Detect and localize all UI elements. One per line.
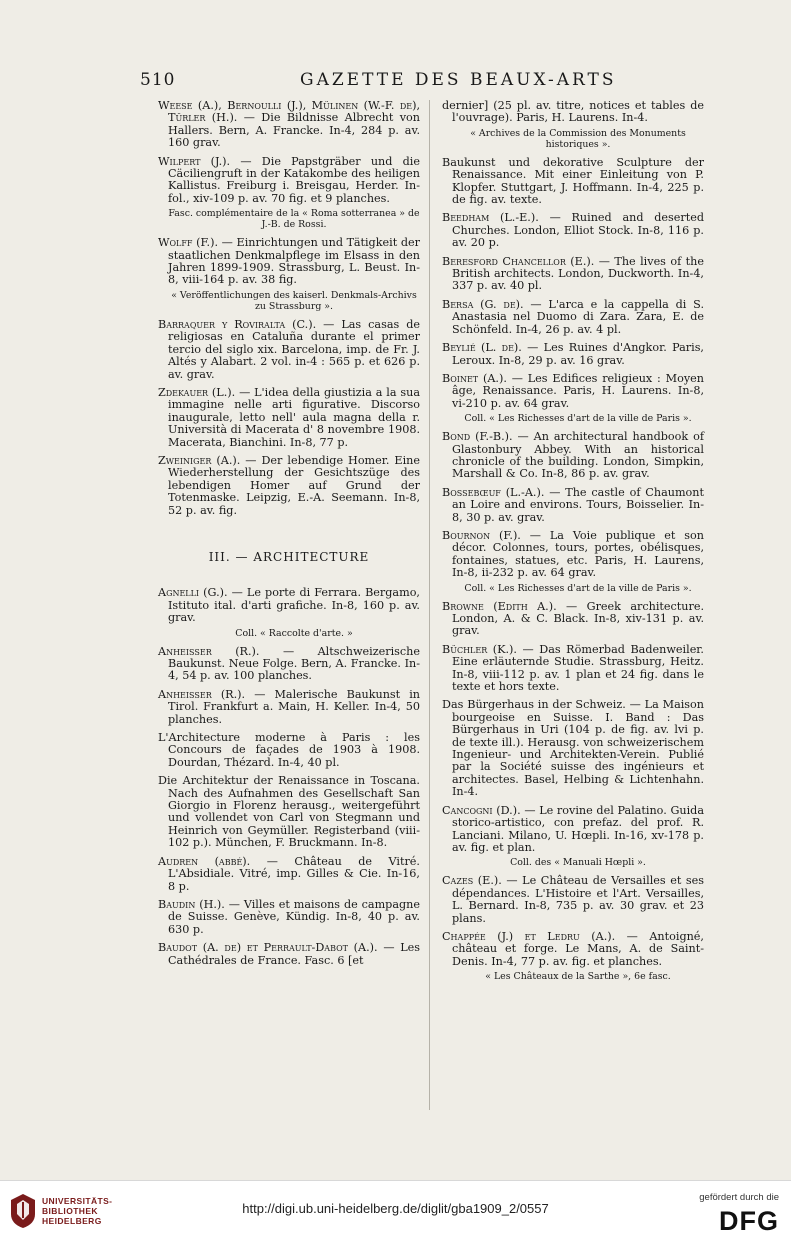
source-url-link[interactable]: http://digi.ub.uni-heidelberg.de/diglit/gba1909_2/0557 bbox=[242, 1201, 549, 1216]
university-name-line: BIBLIOTHEK bbox=[42, 1206, 98, 1216]
bibliography-entry bbox=[442, 805, 704, 855]
entry-author: Beedham (L.-E.). bbox=[442, 211, 539, 225]
section-heading: III. — ARCHITECTURE bbox=[208, 549, 370, 564]
bibliography-entry bbox=[442, 699, 704, 798]
entry-author: Chappée (J.) et Ledru (A.). bbox=[442, 929, 616, 943]
bibliography-entry bbox=[158, 319, 420, 381]
entry-text: L'Architecture moderne à Paris : les Concours de façades de 1903 à 1908. Dourdan, Thézard. In-4, 40 pl. bbox=[158, 731, 420, 769]
entry-author: Bournon (F.). bbox=[442, 528, 521, 542]
bibliography-entry bbox=[442, 373, 704, 410]
entry-author: Bond (F.-B.). bbox=[442, 430, 513, 444]
bibliography-entry bbox=[442, 100, 704, 125]
entry-text: — Le porte di Ferrara. Bergamo, Istituto ital. d'arti grafiche. In-8, 160 p. av. grav. bbox=[168, 586, 420, 625]
bibliography-entry bbox=[158, 646, 420, 683]
entry-text: — Altschweizerische Baukunst. Neue Folge. Bern, A. Francke. In-4, 54 p. av. 100 planches. bbox=[168, 644, 420, 683]
bibliography-entry bbox=[442, 530, 704, 580]
entry-note: Coll. « Les Richesses d'art de la ville de Paris ». bbox=[464, 413, 692, 425]
bibliography-entry bbox=[442, 931, 704, 968]
bibliography-entry bbox=[158, 899, 420, 936]
entry-author: Audren (abbé). bbox=[158, 854, 251, 868]
bibliography-entry bbox=[442, 256, 704, 293]
page-number: 510 bbox=[140, 70, 176, 90]
bibliography-entry bbox=[158, 775, 420, 849]
bibliography-entry bbox=[158, 942, 420, 967]
entry-text: — Greek architecture. London, A. & C. Black. In-8, xiv-131 p. av. grav. bbox=[452, 599, 705, 638]
bibliography-entry bbox=[442, 487, 704, 524]
entry-text: — Malerische Baukunst in Tirol. Frankfurt a. Main, H. Keller. In-4, 50 planches. bbox=[168, 687, 421, 726]
bibliography-list-sculpture bbox=[158, 100, 420, 517]
bibliography-entry bbox=[442, 212, 704, 249]
left-column bbox=[158, 100, 420, 973]
entry-note: « Veröffentlichungen des kaiserl. Denkmals-Archivs zu Strassburg ». bbox=[171, 289, 417, 312]
bibliography-entry bbox=[442, 342, 704, 367]
bibliography-entry bbox=[158, 387, 420, 449]
bibliography-entry bbox=[442, 157, 704, 207]
entry-text: — Die Bildnisse Albrecht von Hallers. Bern, A. Francke. In-4, 284 p. av. 160 grav. bbox=[168, 111, 421, 150]
page-header bbox=[140, 70, 700, 90]
bibliography-entry bbox=[442, 875, 704, 925]
entry-author: Zweiniger (A.). bbox=[158, 453, 241, 467]
dfg-logo: DFG bbox=[719, 1206, 779, 1236]
entry-text: Das Bürgerhaus in der Schweiz. — La Maison bourgeoise en Suisse. I. Band : Das Bürgerhaus in Uri (104 p. de fig. av. lvi p. de texte ill.). Herausg. von schweizerischem Ingenieur- und Architekten-Verein. Publié par la Société suisse des ingénieurs et architectes. Basel, Helbing & Lichtenhahn. In-4. bbox=[442, 698, 704, 799]
entry-author: Barraquer y Roviralta (C.). bbox=[158, 317, 317, 331]
entry-author: Wilpert (J.). bbox=[158, 154, 231, 168]
entry-text: — The castle of Chaumont an Loire and environs. Tours, Boisselier. In-8, 30 p. av. grav. bbox=[452, 485, 704, 524]
entry-text: dernier] (25 pl. av. titre, notices et tables de l'ouvrage). Paris, H. Laurens. In-4. bbox=[442, 99, 704, 125]
entry-text: — Les Ruines d'Angkor. Paris, Leroux. In-8, 29 p. av. 16 grav. bbox=[452, 341, 704, 367]
entry-text: — L'idea della giustizia a la sua immagine nelle arti figurative. Discorso inaugurale, letto nell' aula magna della r. Università di Macerata d' 8 novembre 1908. Macerata, Bianchini. In-8, 77 p. bbox=[168, 385, 421, 449]
entry-text: — The lives of the British architects. London, Duckworth. In-4, 337 p. av. 40 pl. bbox=[452, 254, 704, 293]
entry-author: Baudot (A. de) et Perrault-Dabot (A.). bbox=[158, 941, 378, 955]
entry-author: Boinet (A.). bbox=[442, 371, 507, 385]
bibliography-entry bbox=[442, 431, 704, 481]
entry-author: Bossebœuf (L.-A.). bbox=[442, 485, 545, 499]
bibliography-entry bbox=[158, 237, 420, 287]
entry-text: — La Voie publique et son décor. Colonnes, tours, portes, obélisques, fontaines, statues, etc. Paris, H. Laurens, In-8, ii-232 p. av. 64 grav. bbox=[452, 528, 704, 580]
bibliography-entry bbox=[158, 100, 420, 150]
entry-text: — An architectural handbook of Glastonbury Abbey. With an historical chronicle of the building. London, Simpkin, Marshall & Co. In-8, 86 p. av. grav. bbox=[452, 430, 704, 481]
bibliography-entry bbox=[158, 856, 420, 893]
entry-author: Cazes (E.). bbox=[442, 874, 502, 888]
entry-text: Die Architektur der Renaissance in Toscana. Nach des Aufnahmen des Gesellschaft San Giorgio in Florenz herausg., weitergeführt und vollendet von Carl von Stegmann und Heinrich von Geymüller. Registerband (viii-102 p.). München, F. Bruckmann. In-8. bbox=[158, 774, 420, 850]
entry-text: — Die Papstgräber und die Cäciliengruft in der Katakombe des heiligen Kallistus. Freiburg i. Breisgau, Herder. In-fol., xiv-109 p. av. 70 fig. et 9 planches. bbox=[168, 154, 420, 205]
entry-author: Agnelli (G.). bbox=[158, 586, 228, 600]
entry-note: Fasc. complémentaire de la « Roma sotterranea » de J.-B. de Rossi. bbox=[168, 208, 420, 231]
entry-author: Browne (Edith A.). bbox=[442, 599, 557, 613]
entry-text: — Château de Vitré. L'Absidiale. Vitré, imp. Gilles & Cie. In-16, 8 p. bbox=[168, 854, 420, 893]
entry-text: — Antoigné, château et forge. Le Mans, A. de Saint-Denis. In-4, 77 p. av. fig. et planches. bbox=[452, 929, 704, 968]
bibliography-list-architecture-continued bbox=[442, 100, 704, 982]
entry-note: Coll. des « Manuali Hœpli ». bbox=[510, 857, 646, 869]
entry-text: — L'arca e la cappella di S. Anastasia nel Duomo di Zara. Zara, E. de Schönfeld. In-4, 26 p. av. 4 pl. bbox=[452, 297, 705, 336]
entry-text: Baukunst und dekorative Sculpture der Renaissance. Mit einer Einleitung von P. Klopfer. Stuttgart, J. Hoffmann. In-4, 225 p. de fig. av. texte. bbox=[442, 155, 704, 207]
entry-note: « Archives de la Commission des Monuments historiques ». bbox=[470, 127, 686, 150]
entry-text: — Les Cathédrales de France. Fasc. 6 [et bbox=[168, 941, 420, 967]
entry-note: Coll. « Raccolte d'arte. » bbox=[235, 627, 353, 639]
bibliography-entry bbox=[158, 156, 420, 206]
right-column bbox=[442, 100, 704, 989]
entry-text: — Ruined and deserted Churches. London, Elliot Stock. In-8, 116 p. av. 20 p. bbox=[452, 211, 705, 250]
entry-author: Anheisser (R.). bbox=[158, 687, 246, 701]
column-divider bbox=[429, 100, 430, 1110]
entry-note: « Les Châteaux de la Sarthe », 6e fasc. bbox=[485, 971, 671, 983]
entry-author: Büchler (K.). bbox=[442, 642, 517, 656]
entry-author: Wolff (F.). bbox=[158, 236, 218, 250]
entry-author: Zdekauer (L.). bbox=[158, 385, 236, 399]
entry-text: — Las casas de religiosas en Cataluña durante el primer tercio del siglo xix. Barcelona, imp. de Fr. J. Altés y Alabart. 2 vol. in-4 : 565 p. et 626 p. av. grav. bbox=[168, 317, 420, 381]
bibliography-entry bbox=[158, 732, 420, 769]
entry-text: — Einrichtungen und Tätigkeit der staatlichen Denkmalpflege im Elsass in den Jahren 1899-1909. Strassburg, L. Beust. In-8, viii-164 p. av. 38 fig. bbox=[168, 236, 420, 287]
entry-author: Beylié (L. de). bbox=[442, 341, 522, 355]
entry-author: Weese (A.), Bernoulli (J.), Mülinen (W.-F. de), Türler (H.). bbox=[158, 99, 420, 125]
entry-author: Bersa (G. de). bbox=[442, 297, 524, 311]
bibliography-entry bbox=[158, 587, 420, 624]
entry-author: Anheisser (R.). bbox=[158, 644, 260, 658]
bibliography-entry bbox=[442, 601, 704, 638]
entry-note: Coll. « Les Richesses d'art de la ville de Paris ». bbox=[464, 582, 692, 594]
funded-by-label: gefördert durch die bbox=[699, 1192, 779, 1203]
entry-text: — Le rovine del Palatino. Guida storico-artistico, con prefaz. del prof. R. Lanciani. Milano, U. Hœpli. In-16, xv-178 p. av. fig. et plan. bbox=[452, 803, 704, 854]
university-name-line: HEIDELBERG bbox=[42, 1216, 102, 1226]
entry-text: — Der lebendige Homer. Eine Wiederherstellung der Gesichtszüge des lebendigen Homer auf Grund der Totenmaske. Leipzig, E.-A. Seemann. In-8, 52 p. av. fig. bbox=[168, 453, 420, 517]
entry-text: — Das Römerbad Badenweiler. Eine erläuternde Studie. Strassburg, Heitz. In-8, viii-112 p. av. 1 plan et 24 fig. dans le texte et hors texte. bbox=[452, 642, 704, 694]
bibliography-entry bbox=[442, 299, 704, 336]
bibliography-entry bbox=[442, 644, 704, 694]
bibliography-entry bbox=[158, 689, 420, 726]
entry-author: Baudin (H.). bbox=[158, 897, 225, 911]
journal-title: GAZETTE DES BEAUX-ARTS bbox=[300, 70, 617, 90]
entry-author: Beresford Chancellor (E.). bbox=[442, 254, 595, 268]
entry-text: — Villes et maisons de campagne de Suisse. Genève, Kündig. In-8, 40 p. av. 630 p. bbox=[168, 897, 420, 936]
entry-text: — Les Edifices religieux : Moyen âge, Renaissance. Paris, H. Laurens. In-8, vi-210 p. av. 64 grav. bbox=[452, 371, 704, 410]
bibliography-entry bbox=[158, 455, 420, 517]
university-name-line: UNIVERSITÄTS- bbox=[42, 1196, 113, 1206]
entry-text: — Le Château de Versailles et ses dépendances. L'Histoire et l'Art. Versailles, L. Bernard. In-8, 735 p. av. 30 grav. et 23 plans. bbox=[452, 874, 704, 925]
bibliography-list-architecture bbox=[158, 587, 420, 967]
entry-author: Cancogni (D.). bbox=[442, 803, 521, 817]
